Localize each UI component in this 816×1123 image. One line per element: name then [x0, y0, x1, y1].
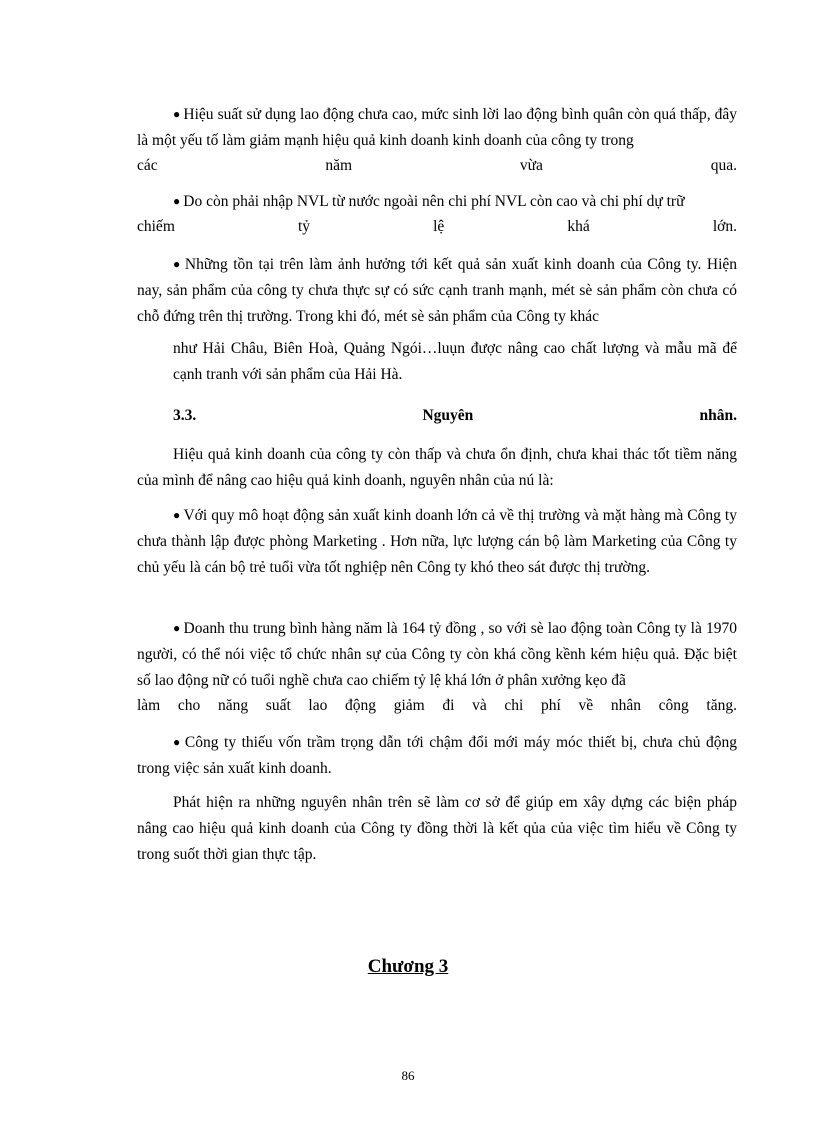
bullet-icon: ● [173, 194, 181, 208]
paragraph-material-cost-end: chiếm tỷ lệ khá lớn. [137, 218, 737, 235]
paragraph-marketing: ● Với quy mô hoạt động sản xuất kinh doanh lớn cả về thị trường và mặt hàng mà Công ty chưa thành lập được phòng Marketing . Hơn nữa, lực lượng cán bộ làm Marketing của Công ty chủ yếu là cán bộ trẻ tuổi vừa tốt nghiệp nên Công ty khó theo sát được thị trường. [137, 507, 737, 576]
paragraph-competitors: như Hải Châu, Biên Hoà, Quảng Ngói…luụn được nâng cao chất lượng và mẫu mã để cạnh tranh với sản phẩm của Hải Hà. [173, 340, 737, 383]
chapter-title: Chương 3 [367, 956, 449, 977]
paragraph-revenue-labor: ● Doanh thu trung bình hàng năm là 164 tỷ đồng , so với sè lao động toàn Công ty là 1970 người, có thể nói việc tổ chức nhân sự của Công ty còn khá cồng kềnh kém hiệu quả. Đặc biệt số lao động nữ có tuổi nghề chưa cao chiếm tỷ lệ khá lớn ở phân xưởng kẹo đã [137, 620, 737, 689]
page-number: 86 [401, 1068, 415, 1083]
paragraph-existing-issues: ● Những tồn tại trên làm ảnh hưởng tới kết quả sản xuất kinh doanh của Công ty. Hiện nay, sản phẩm của công ty chưa thực sự có sức cạnh tranh mạnh, mét sè sản phẩm còn chưa có chỗ đứng trên thị trường. Trong khi đó, mét sè sản phẩm của Công ty khác [137, 256, 737, 325]
bullet-icon: ● [173, 735, 182, 749]
bullet-icon: ● [173, 508, 181, 522]
section-heading: 3.3. Nguyên nhân. [173, 407, 737, 424]
paragraph-capital-shortage: ● Công ty thiếu vốn trầm trọng dẫn tới chậm đổi mới máy móc thiết bị, chưa chủ động trong việc sản xuất kinh doanh. [137, 734, 738, 777]
bullet-icon: ● [173, 107, 181, 121]
bullet-icon: ● [173, 257, 182, 271]
paragraph-labor-efficiency-end: các năm vừa qua. [137, 157, 737, 174]
paragraph-conclusion: Phát hiện ra những nguyên nhân trên sẽ làm cơ sở để giúp em xây dựng các biện pháp nâng cao hiệu quả kinh doanh của Công ty đồng thời là kết qủa của việc tìm hiểu về Công ty trong suốt thời gian thực tập. [137, 794, 737, 863]
paragraph-revenue-labor-end: làm cho năng suất lao động giảm đi và chi phí về nhân công tăng. [137, 697, 737, 714]
paragraph-causes-intro: Hiệu quả kinh doanh của công ty còn thấp và chưa ổn định, chưa khai thác tốt tiềm năng của mình để nâng cao hiệu quả kinh doanh, nguyên nhân của nú là: [137, 446, 737, 489]
bullet-icon: ● [173, 621, 181, 635]
paragraph-labor-efficiency: ● Hiệu suất sử dụng lao động chưa cao, mức sinh lời lao động bình quân còn quá thấp, đây là một yếu tố làm giảm mạnh hiệu quả kinh doanh kinh doanh của công ty trong [137, 106, 737, 149]
paragraph-material-cost: ● Do còn phải nhập NVL từ nước ngoài nên chi phí NVL còn cao và chi phí dự trữ [173, 193, 685, 210]
